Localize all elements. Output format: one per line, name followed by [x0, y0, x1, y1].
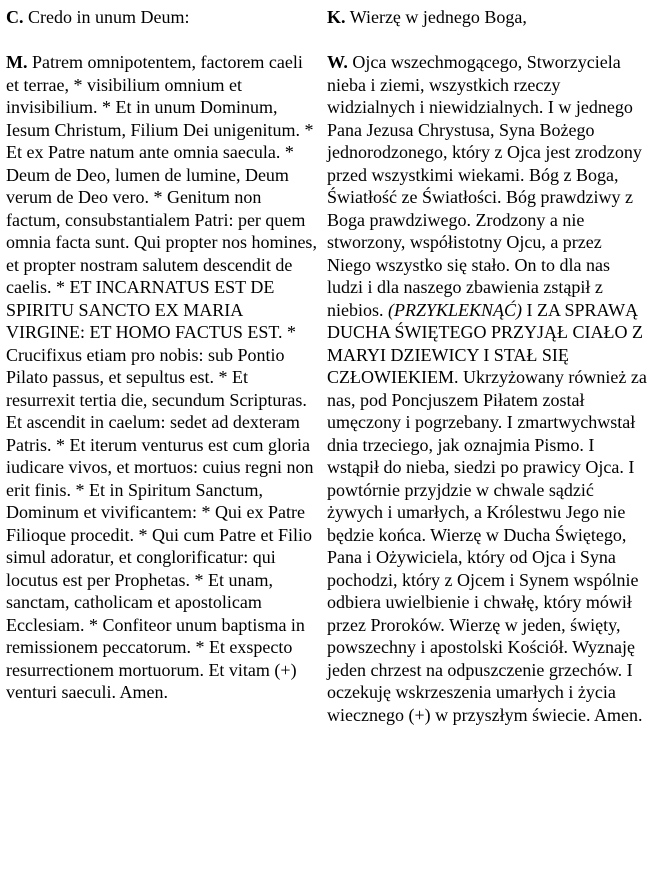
latin-intro-paragraph	[6, 6, 320, 29]
polish-credo-paragraph	[327, 51, 649, 726]
latin-ministers-label: M.	[6, 52, 28, 72]
latin-intro-text: Credo in unum Deum:	[23, 7, 190, 27]
polish-faithful-label: W.	[327, 52, 348, 72]
polish-intro-paragraph	[327, 6, 649, 29]
kneel-rubric-text: (PRZYKLEKNĄĆ)	[388, 299, 523, 320]
latin-celebrant-label: C.	[6, 7, 24, 27]
latin-credo-paragraph	[6, 51, 320, 704]
polish-celebrant-label: K.	[327, 7, 346, 27]
polish-credo-text-part1: Ojca wszechmogącego, Stworzyciela nieba i ziemi, wszystkich rzeczy widzialnych i niewidzialnych. I w jednego Pana Jezusa Chrystusa, Syna Bożego jednorodzonego, który z Ojca jest zrodzony przed wszystkimi wiekami. Bóg z Boga, Światłość ze Światłości. Bóg prawdziwy z Boga prawdziwego. Zrodzony a nie stworzony, współistotny Ojcu, a przez Niego wszystko się stało. On to dla nas ludzi i dla naszego zbawienia zstąpił z niebios.	[327, 52, 642, 320]
polish-credo-text-part2: I ZA SPRAWĄ DUCHA ŚWIĘTEGO PRZYJĄŁ CIAŁO Z MARYI DZIEWICY I STAŁ SIĘ CZŁOWIEKIEM. Ukrzyżowany również za nas, pod Poncjuszem Piłatem został umęczony i pogrzebany. I zmartwychwstał dnia trzeciego, jak oznajmia Pismo. I wstąpił do nieba, siedzi po prawicy Ojca. I powtórnie przyjdzie w chwale sądzić żywych i umarłych, a Królestwu Jego nie będzie końca. Wierzę w Ducha Świętego, Pana i Ożywiciela, który od Ojca i Syna pochodzi, który z Ojcem i Synem wspólnie odbiera uwielbienie i chwałę, który mówił przez Proroków. Wierzę w jeden, święty, powszechny i apostolski Kościół. Wyznaję jeden chrzest na odpuszczenie grzechów. I oczekuję wskrzeszenia umarłych i życia wiecznego (+) w przyszłym świecie. Amen.	[327, 299, 647, 725]
polish-intro-text: Wierzę w jednego Boga,	[345, 7, 527, 27]
polish-column	[327, 6, 649, 749]
latin-credo-text: Patrem omnipotentem, factorem caeli et terrae, * visibilium omnium et invisibilium. * Et in unum Dominum, Iesum Christum, Filium Dei unigenitum. * Et ex Patre natum ante omnia saecula. * Deum de Deo, lumen de lumine, Deum verum de Deo vero. * Genitum non factum, consubstantialem Patri: per quem omnia facta sunt. Qui propter nos homines, et propter nostram salutem descendit de caelis. * ET INCARNATUS EST DE SPIRITU SANCTO EX MARIA VIRGINE: ET HOMO FACTUS EST. * Crucifixus etiam pro nobis: sub Pontio Pilato passus, et sepultus est. * Et resurrexit tertia die, secundum Scripturas. Et ascendit in caelum: sedet ad dexteram Patris. * Et iterum venturus est cum gloria iudicare vivos, et mortuos: cuius regni non erit finis. * Et in Spiritum Sanctum, Dominum et vivificantem: * Qui ex Patre Filioque procedit. * Qui cum Patre et Filio simul adoratur, et conglorificatur: qui locutus est per Prophetas. * Et unam, sanctam, catholicam et apostolicam Ecclesiam. * Confiteor unum baptisma in remissionem peccatorum. * Et exspecto resurrectionem mortuorum. Et vitam (+) venturi saeculi. Amen.	[6, 52, 317, 702]
latin-column	[6, 6, 320, 749]
